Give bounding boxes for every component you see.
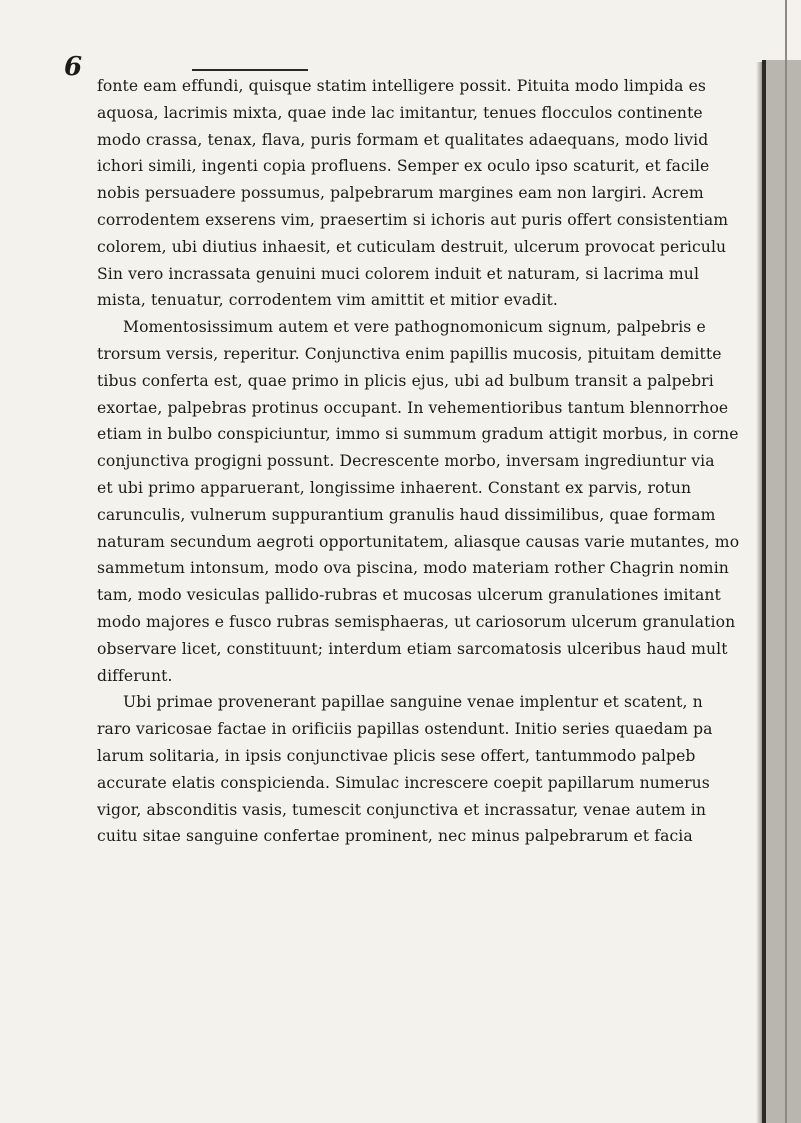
- text-line: fonte eam effundi, quisque statim intelligere possit. Pituita modo limpida es: [97, 77, 707, 95]
- text-line: observare licet, constituunt; interdum etiam sarcomatosis ulceribus haud mult: [97, 639, 728, 658]
- text-line: et ubi primo apparuerant, longissime inhaerent. Constant ex parvis, rotun: [97, 478, 692, 497]
- text-line: accurate elatis conspicienda. Simulac increscere coepit papillarum numerus: [97, 773, 710, 792]
- header-rule: [192, 69, 308, 71]
- text-line: raro varicosae factae in orificiis papillas ostendunt. Initio series quaedam pa: [97, 720, 713, 739]
- text-line: larum solitaria, in ipsis conjunctivae plicis sese offert, tantummodo palpeb: [97, 746, 696, 765]
- text-line: sammetum intonsum, modo ova piscina, modo materiam rother Chagrin nomin: [97, 559, 729, 578]
- text-line: modo crassa, tenax, flava, puris formam et qualitates adaequans, modo livid: [97, 130, 709, 149]
- text-line: etiam in bulbo conspiciuntur, immo si summum gradum attigit morbus, in corne: [97, 425, 739, 444]
- text-line: colorem, ubi diutius inhaesit, et cuticulam destruit, ulcerum provocat periculu: [97, 237, 727, 256]
- text-line: corrodentem exserens vim, praesertim si ichoris aut puris offert consistentiam: [97, 210, 729, 229]
- text-line: vigor, absconditis vasis, tumescit conjunctiva et incrassatur, venae autem in: [97, 800, 706, 819]
- text-line: mista, tenuatur, corrodentem vim amittit et mitior evadit.: [97, 291, 558, 310]
- page-number: 6: [64, 52, 83, 82]
- gutter-fold: [785, 0, 787, 1123]
- text-line: tam, modo vesiculas pallido-rubras et mucosas ulcerum granulationes imitant: [97, 586, 721, 605]
- text-line: aquosa, lacrimis mixta, quae inde lac imitantur, tenues flocculos continente: [97, 103, 703, 122]
- text-line: tibus conferta est, quae primo in plicis ejus, ubi ad bulbum transit a palpebri: [97, 371, 714, 390]
- text-line: conjunctiva progigni possunt. Decrescente morbo, inversam ingrediuntur via: [97, 452, 715, 471]
- text-line: naturam secundum aegroti opportunitatem, aliasque causas varie mutantes, mo: [97, 532, 740, 551]
- facing-page-edge: [762, 60, 766, 1123]
- body-text: [97, 73, 797, 850]
- text-line: Momentosissimum autem et vere pathognomonicum signum, palpebris e: [123, 318, 706, 337]
- text-line: Ubi primae provenerant papillae sanguine venae implentur et scatent, n: [123, 693, 703, 712]
- text-line: Sin vero incrassata genuini muci colorem induit et naturam, si lacrima mul: [97, 264, 700, 283]
- text-line: nobis persuadere possumus, palpebrarum margines eam non largiri. Acrem: [97, 184, 704, 203]
- binding-gutter: [762, 60, 801, 1123]
- text-line: exortae, palpebras protinus occupant. In vehementioribus tantum blennorrhoe: [97, 398, 729, 417]
- text-line: trorsum versis, reperitur. Conjunctiva enim papillis mucosis, pituitam demitte: [97, 344, 722, 363]
- text-line: differunt.: [97, 666, 173, 685]
- text-line: carunculis, vulnerum suppurantium granulis haud dissimilibus, quae formam: [97, 505, 716, 524]
- text-line: cuitu sitae sanguine confertae prominent, nec minus palpebrarum et facia: [97, 827, 693, 846]
- text-line: ichori simili, ingenti copia profluens. Semper ex oculo ipso scaturit, et facile: [97, 157, 710, 176]
- text-line: modo majores e fusco rubras semisphaeras, ut cariosorum ulcerum granulation: [97, 612, 736, 631]
